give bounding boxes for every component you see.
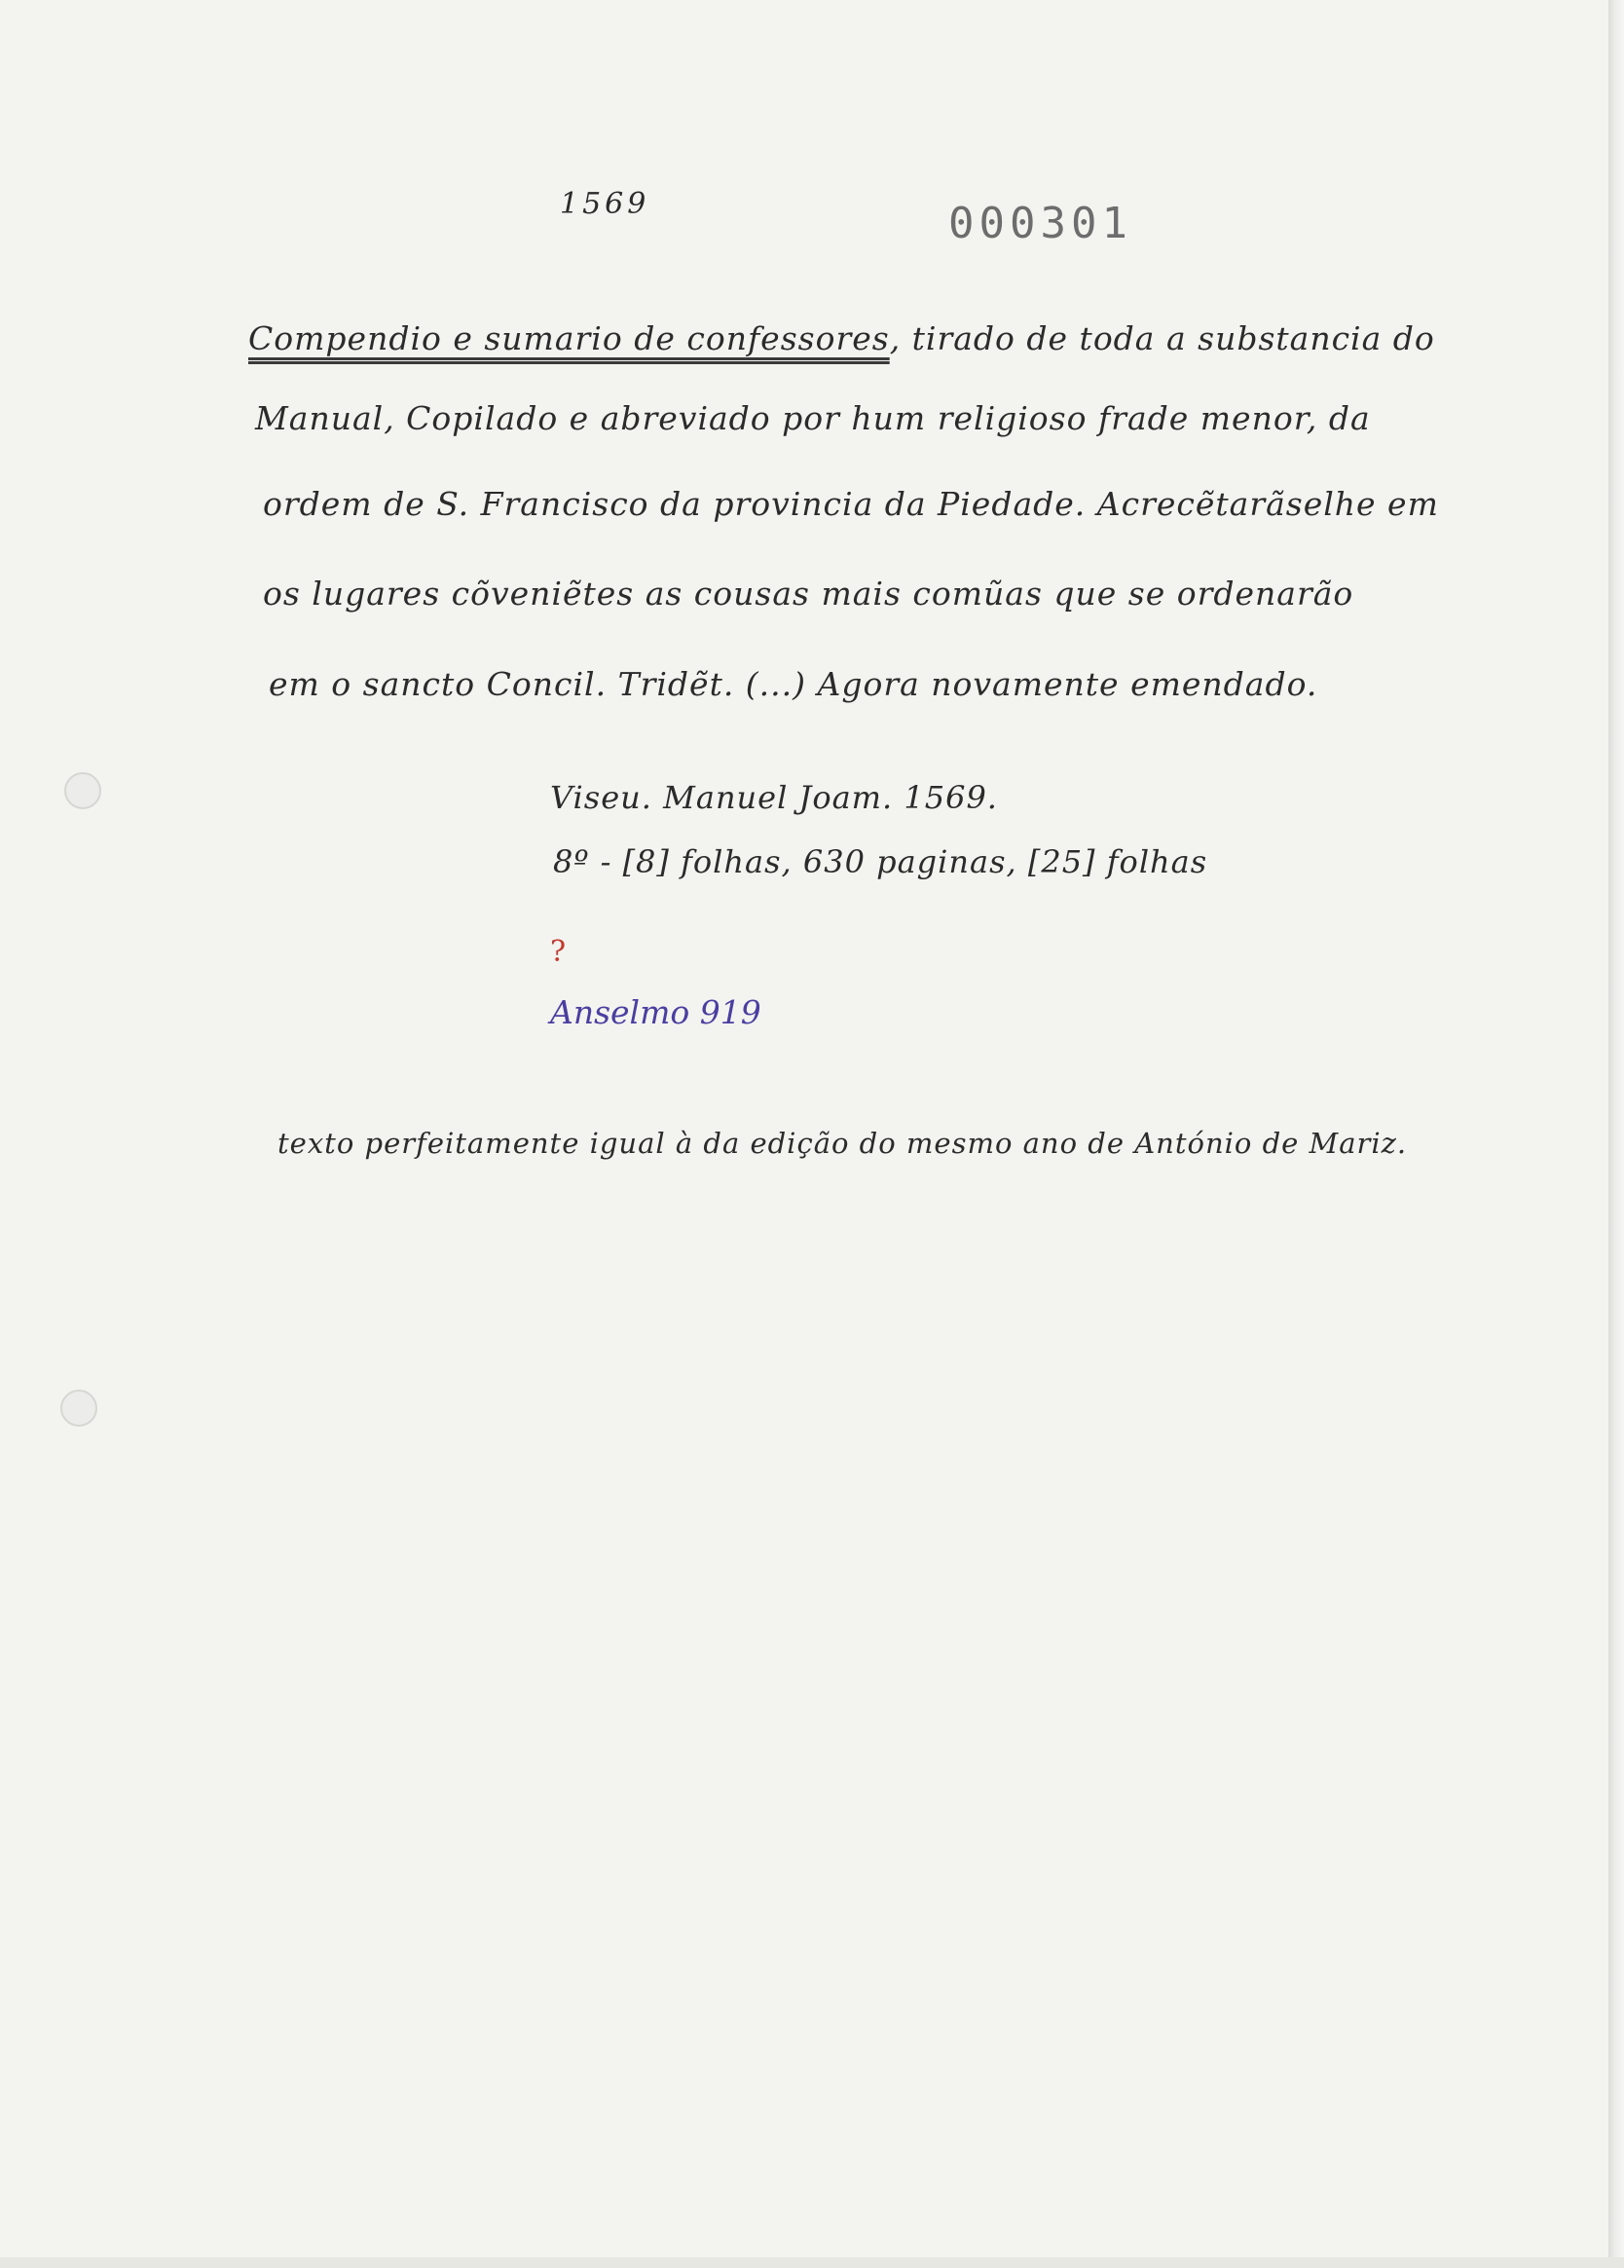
title-line-4: os lugares cõveniẽtes as cousas mais comũas que se ordenarão: [263, 575, 1354, 613]
page-edge-bottom: [0, 2257, 1624, 2268]
page-edge-right: [1608, 0, 1624, 2268]
title-line-1-rest: , tirado de toda a substancia do: [889, 319, 1435, 357]
punch-hole-lower: [60, 1390, 97, 1427]
punch-hole-upper: [64, 772, 101, 809]
edition-note: texto perfeitamente igual à da edição do mesmo ano de António de Mariz.: [277, 1127, 1408, 1160]
collation-line: 8º - [8] folhas, 630 paginas, [25] folhas: [553, 843, 1208, 880]
title-line-5: em o sancto Concil. Tridẽt. (...) Agora novamente emendado.: [269, 665, 1318, 703]
year-heading: 1569: [560, 187, 650, 221]
stamp-number: 000301: [948, 199, 1132, 248]
imprint-line: Viseu. Manuel Joam. 1569.: [550, 779, 998, 816]
bibliographic-reference: Anselmo 919: [550, 993, 761, 1031]
title-line-2: Manual, Copilado e abreviado por hum religioso frade menor, da: [255, 399, 1371, 437]
title-line-3: ordem de S. Francisco da provincia da Piedade. Acrecẽtarãselhe em: [263, 485, 1439, 523]
query-mark: ?: [550, 935, 567, 969]
title-line-1: [248, 319, 1435, 357]
title-underlined: Compendio e sumario de confessores: [248, 319, 890, 357]
